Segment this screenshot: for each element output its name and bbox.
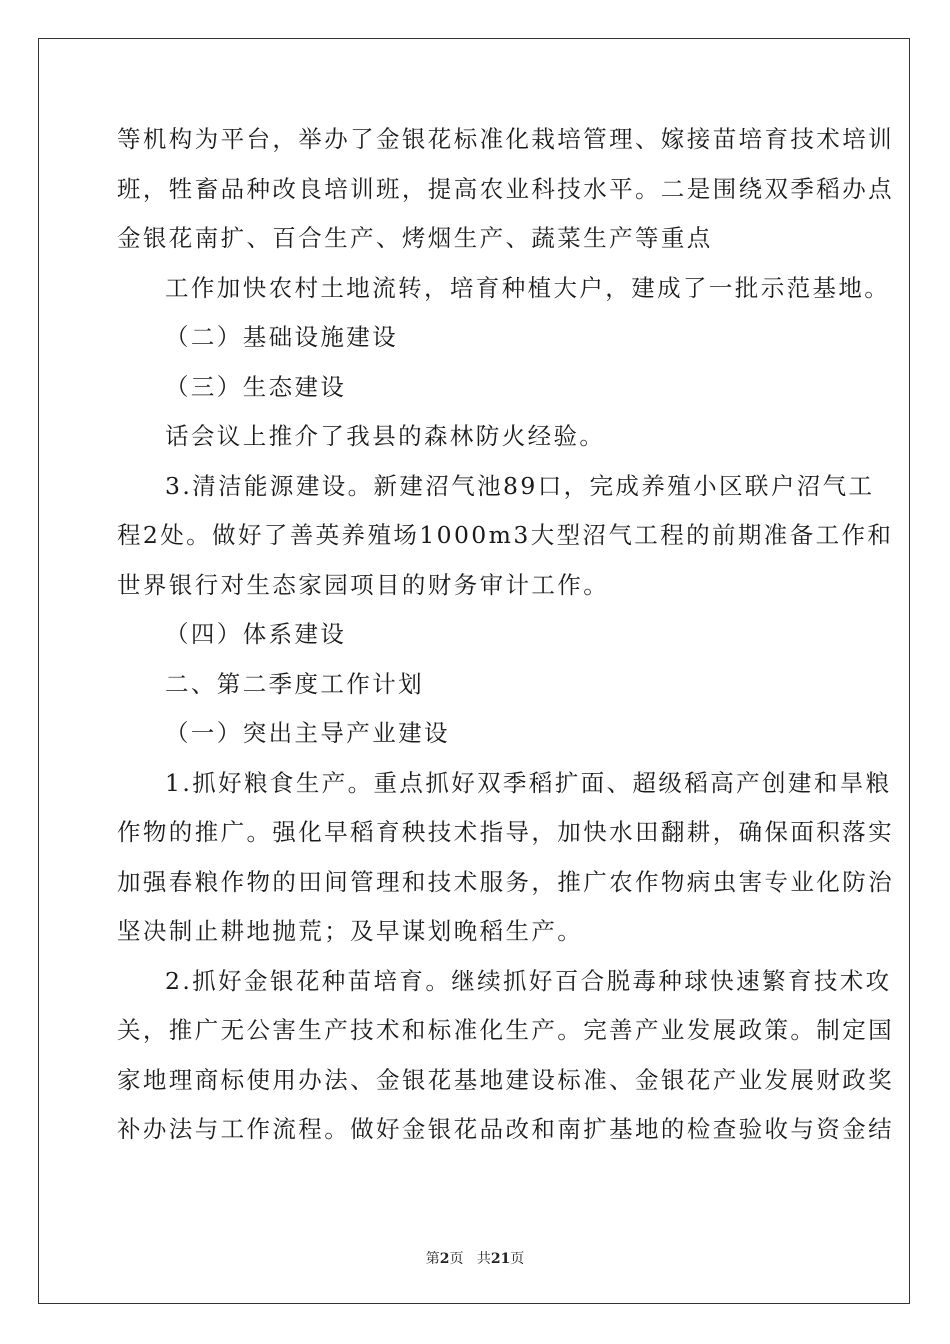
footer-page-number: 2 (439, 1251, 450, 1267)
footer-page-suffix: 页 (449, 1251, 464, 1267)
text-line: 2.抓好金银花种苗培育。继续抓好百合脱毒种球快速繁育技术攻 (165, 966, 892, 995)
footer-total-pages: 21 (490, 1251, 511, 1267)
text-line: 班，牲畜品种改良培训班，提高农业科技水平。二是围绕双季稻办点 (117, 174, 894, 203)
text-line: 1.抓好粮食生产。重点抓好双季稻扩面、超级稻高产创建和旱粮 (165, 768, 892, 797)
text-line: 等机构为平台，举办了金银花标准化栽培管理、嫁接苗培育技术培训 (117, 125, 894, 153)
text-line: 坚决制止耕地抛荒；及早谋划晚稻生产。 (117, 917, 584, 945)
text-line: 话会议上推介了我县的森林防火经验。 (165, 422, 606, 450)
text-line: （三）生态建设 (165, 372, 347, 401)
footer-total-suffix: 页 (510, 1251, 525, 1267)
text-line: 作物的推广。强化早稻育秧技术指导，加快水田翻耕，确保面积落实 (117, 818, 894, 846)
text-line: 家地理商标使用办法、金银花基地建设标准、金银花产业发展财政奖 (117, 1065, 894, 1094)
text-line: 关，推广无公害生产技术和标准化生产。完善产业发展政策。制定国 (117, 1016, 894, 1044)
text-line: 程2处。做好了善英养殖场1000m3大型沼气工程的前期准备工作和 (117, 521, 894, 549)
text-line: 补办法与工作流程。做好金银花品改和南扩基地的检查验收与资金结 (117, 1115, 894, 1143)
text-line: 加强春粮作物的田间管理和技术服务，推广农作物病虫害专业化防治 (117, 867, 894, 896)
text-line: 金银花南扩、百合生产、烤烟生产、蔬菜生产等重点 (117, 224, 713, 252)
text-line: 3.清洁能源建设。新建沼气池89口，完成养殖小区联户沼气工 (165, 471, 875, 500)
footer-total-prefix: 共 (476, 1251, 491, 1267)
text-line: （一）突出主导产业建设 (165, 719, 450, 747)
page-footer (0, 1248, 950, 1268)
footer-page-prefix: 第 (425, 1251, 440, 1267)
text-line: 工作加快农村土地流转，培育种植大户，建成了一批示范基地。 (165, 273, 891, 302)
text-line: （四）体系建设 (165, 620, 347, 648)
text-line: 二、第二季度工作计划 (165, 669, 424, 698)
text-line: （二）基础设施建设 (165, 323, 399, 351)
text-line: 世界银行对生态家园项目的财务审计工作。 (117, 570, 610, 599)
